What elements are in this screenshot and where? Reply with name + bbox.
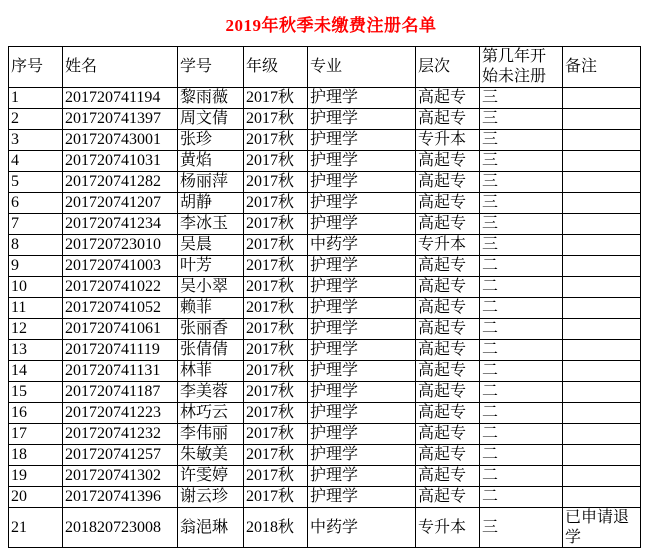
table-cell: 2017秋 xyxy=(244,109,308,130)
table-row xyxy=(9,319,641,340)
table-cell xyxy=(563,172,641,193)
table-cell: 黎雨薇 xyxy=(178,88,244,109)
table-cell: 高起专 xyxy=(416,298,480,319)
table-cell: 201720741052 xyxy=(63,298,178,319)
table-row xyxy=(9,361,641,382)
table-cell: 201720741031 xyxy=(63,151,178,172)
table-row xyxy=(9,235,641,256)
table-cell: 201720741232 xyxy=(63,424,178,445)
table-cell: 高起专 xyxy=(416,151,480,172)
table-cell: 护理学 xyxy=(308,466,416,487)
table-cell: 1 xyxy=(9,88,63,109)
table-cell: 张珍 xyxy=(178,130,244,151)
table-cell: 4 xyxy=(9,151,63,172)
table-cell: 2017秋 xyxy=(244,277,308,298)
table-cell: 二 xyxy=(480,382,563,403)
table-cell: 周文倩 xyxy=(178,109,244,130)
table-cell: 5 xyxy=(9,172,63,193)
table-cell: 二 xyxy=(480,361,563,382)
table-cell: 专升本 xyxy=(416,508,480,548)
table-cell: 高起专 xyxy=(416,340,480,361)
table-cell: 吴晨 xyxy=(178,235,244,256)
table-cell: 二 xyxy=(480,487,563,508)
table-cell: 2017秋 xyxy=(244,130,308,151)
table-cell: 护理学 xyxy=(308,214,416,235)
table-cell: 护理学 xyxy=(308,88,416,109)
table-cell: 张倩倩 xyxy=(178,340,244,361)
table-cell: 2017秋 xyxy=(244,382,308,403)
table-cell xyxy=(563,340,641,361)
table-cell: 护理学 xyxy=(308,361,416,382)
table-row xyxy=(9,214,641,235)
table-cell xyxy=(563,466,641,487)
column-header: 姓名 xyxy=(63,47,178,88)
table-cell: 2 xyxy=(9,109,63,130)
table-cell: 201720741022 xyxy=(63,277,178,298)
table-cell: 16 xyxy=(9,403,63,424)
table-cell: 护理学 xyxy=(308,109,416,130)
table-cell: 201720741187 xyxy=(63,382,178,403)
table-cell: 李冰玉 xyxy=(178,214,244,235)
table-cell: 护理学 xyxy=(308,382,416,403)
table-cell: 201720723010 xyxy=(63,235,178,256)
table-cell: 2017秋 xyxy=(244,214,308,235)
table-cell xyxy=(563,214,641,235)
table-row xyxy=(9,172,641,193)
table-cell: 201720741207 xyxy=(63,193,178,214)
column-header: 备注 xyxy=(563,47,641,88)
table-cell: 12 xyxy=(9,319,63,340)
table-row xyxy=(9,151,641,172)
table-cell: 2017秋 xyxy=(244,466,308,487)
table-cell: 2017秋 xyxy=(244,340,308,361)
table-cell xyxy=(563,298,641,319)
table-row xyxy=(9,256,641,277)
table-cell: 201720741234 xyxy=(63,214,178,235)
column-header: 序号 xyxy=(9,47,63,88)
table-row xyxy=(9,424,641,445)
table-cell: 高起专 xyxy=(416,214,480,235)
table-cell: 高起专 xyxy=(416,445,480,466)
table-cell xyxy=(563,130,641,151)
column-header: 年级 xyxy=(244,47,308,88)
table-cell: 护理学 xyxy=(308,151,416,172)
table-cell: 张丽香 xyxy=(178,319,244,340)
table-cell: 护理学 xyxy=(308,193,416,214)
table-cell: 2017秋 xyxy=(244,151,308,172)
table-cell: 11 xyxy=(9,298,63,319)
table-cell: 201720741282 xyxy=(63,172,178,193)
table-cell: 护理学 xyxy=(308,487,416,508)
table-cell: 二 xyxy=(480,445,563,466)
table-cell: 高起专 xyxy=(416,487,480,508)
table-cell: 三 xyxy=(480,235,563,256)
table-cell: 高起专 xyxy=(416,424,480,445)
table-cell: 17 xyxy=(9,424,63,445)
table-cell: 高起专 xyxy=(416,382,480,403)
table-cell: 高起专 xyxy=(416,361,480,382)
table-cell xyxy=(563,382,641,403)
table-cell: 201720741396 xyxy=(63,487,178,508)
table-row xyxy=(9,508,641,548)
table-cell: 高起专 xyxy=(416,403,480,424)
table-row xyxy=(9,403,641,424)
table-cell xyxy=(563,88,641,109)
table-cell xyxy=(563,445,641,466)
table-row xyxy=(9,109,641,130)
table-cell: 朱敏美 xyxy=(178,445,244,466)
table-cell: 2017秋 xyxy=(244,445,308,466)
column-header: 层次 xyxy=(416,47,480,88)
table-cell: 13 xyxy=(9,340,63,361)
table-cell: 护理学 xyxy=(308,319,416,340)
table-cell: 护理学 xyxy=(308,340,416,361)
table-cell: 李伟丽 xyxy=(178,424,244,445)
table-row xyxy=(9,130,641,151)
table-row xyxy=(9,487,641,508)
table-row xyxy=(9,466,641,487)
table-cell xyxy=(563,193,641,214)
table-cell: 三 xyxy=(480,508,563,548)
table-cell: 赖菲 xyxy=(178,298,244,319)
table-cell: 护理学 xyxy=(308,277,416,298)
table-cell: 林巧云 xyxy=(178,403,244,424)
table-cell: 护理学 xyxy=(308,130,416,151)
table-cell: 2017秋 xyxy=(244,403,308,424)
table-cell: 3 xyxy=(9,130,63,151)
table-cell: 2017秋 xyxy=(244,361,308,382)
table-cell: 二 xyxy=(480,424,563,445)
table-cell xyxy=(563,277,641,298)
table-cell: 2017秋 xyxy=(244,256,308,277)
table-row xyxy=(9,445,641,466)
table-cell: 2017秋 xyxy=(244,172,308,193)
table-cell: 二 xyxy=(480,319,563,340)
table-cell: 201720741194 xyxy=(63,88,178,109)
table-cell: 2017秋 xyxy=(244,424,308,445)
table-cell: 三 xyxy=(480,151,563,172)
table-cell: 2017秋 xyxy=(244,193,308,214)
table-cell: 6 xyxy=(9,193,63,214)
table-cell: 9 xyxy=(9,256,63,277)
column-header: 第几年开始未注册 xyxy=(480,47,563,88)
table-row xyxy=(9,193,641,214)
table-cell: 三 xyxy=(480,214,563,235)
table-cell xyxy=(563,403,641,424)
table-cell: 二 xyxy=(480,340,563,361)
table-cell: 10 xyxy=(9,277,63,298)
header-row xyxy=(9,47,641,88)
table-cell: 专升本 xyxy=(416,235,480,256)
table-cell: 201720741119 xyxy=(63,340,178,361)
table-cell: 2017秋 xyxy=(244,298,308,319)
table-cell xyxy=(563,361,641,382)
table-cell: 中药学 xyxy=(308,235,416,256)
table-cell xyxy=(563,319,641,340)
table-cell: 高起专 xyxy=(416,172,480,193)
unpaid-registration-table xyxy=(8,46,641,548)
table-cell: 高起专 xyxy=(416,319,480,340)
table-cell: 201720741131 xyxy=(63,361,178,382)
table-cell: 21 xyxy=(9,508,63,548)
table-cell: 林菲 xyxy=(178,361,244,382)
table-cell: 8 xyxy=(9,235,63,256)
table-cell: 许雯婷 xyxy=(178,466,244,487)
table-row xyxy=(9,382,641,403)
table-cell: 二 xyxy=(480,403,563,424)
table-cell: 护理学 xyxy=(308,445,416,466)
table-cell: 李美蓉 xyxy=(178,382,244,403)
table-cell: 护理学 xyxy=(308,172,416,193)
table-cell: 2018秋 xyxy=(244,508,308,548)
table-cell: 2017秋 xyxy=(244,88,308,109)
table-cell xyxy=(563,424,641,445)
table-cell: 2017秋 xyxy=(244,487,308,508)
table-cell: 谢云珍 xyxy=(178,487,244,508)
table-row xyxy=(9,277,641,298)
table-cell: 已申请退学 xyxy=(563,508,641,548)
table-cell: 二 xyxy=(480,277,563,298)
table-cell: 20 xyxy=(9,487,63,508)
table-cell: 14 xyxy=(9,361,63,382)
table-cell: 护理学 xyxy=(308,256,416,277)
column-header: 专业 xyxy=(308,47,416,88)
table-body xyxy=(9,88,641,548)
table-cell: 三 xyxy=(480,88,563,109)
table-cell: 201720741061 xyxy=(63,319,178,340)
table-cell: 二 xyxy=(480,466,563,487)
table-cell: 201720741397 xyxy=(63,109,178,130)
table-cell xyxy=(563,151,641,172)
table-cell: 201720743001 xyxy=(63,130,178,151)
table-cell: 黄焰 xyxy=(178,151,244,172)
table-cell xyxy=(563,109,641,130)
table-cell: 201720741302 xyxy=(63,466,178,487)
table-cell: 胡静 xyxy=(178,193,244,214)
table-cell: 三 xyxy=(480,130,563,151)
table-cell: 中药学 xyxy=(308,508,416,548)
table-cell: 高起专 xyxy=(416,88,480,109)
table-cell: 高起专 xyxy=(416,277,480,298)
table-cell: 专升本 xyxy=(416,130,480,151)
table-cell: 吴小翠 xyxy=(178,277,244,298)
table-cell: 护理学 xyxy=(308,298,416,319)
table-cell: 201720741257 xyxy=(63,445,178,466)
table-cell xyxy=(563,235,641,256)
table-cell: 高起专 xyxy=(416,466,480,487)
column-header: 学号 xyxy=(178,47,244,88)
table-cell: 护理学 xyxy=(308,403,416,424)
table-cell: 201820723008 xyxy=(63,508,178,548)
table-cell: 二 xyxy=(480,298,563,319)
table-cell: 201720741223 xyxy=(63,403,178,424)
page-title: 2019年秋季未缴费注册名单 xyxy=(225,16,437,35)
table-cell: 三 xyxy=(480,172,563,193)
table-cell: 三 xyxy=(480,109,563,130)
table-row xyxy=(9,298,641,319)
table-row xyxy=(9,340,641,361)
table-cell: 高起专 xyxy=(416,193,480,214)
table-cell: 高起专 xyxy=(416,256,480,277)
table-cell: 7 xyxy=(9,214,63,235)
table-cell: 2017秋 xyxy=(244,319,308,340)
table-cell xyxy=(563,487,641,508)
table-cell: 19 xyxy=(9,466,63,487)
table-cell: 18 xyxy=(9,445,63,466)
table-row xyxy=(9,88,641,109)
table-cell xyxy=(563,256,641,277)
table-cell: 15 xyxy=(9,382,63,403)
table-cell: 201720741003 xyxy=(63,256,178,277)
table-cell: 高起专 xyxy=(416,109,480,130)
table-cell: 叶芳 xyxy=(178,256,244,277)
table-cell: 三 xyxy=(480,193,563,214)
table-cell: 翁浥琳 xyxy=(178,508,244,548)
table-cell: 二 xyxy=(480,256,563,277)
table-cell: 2017秋 xyxy=(244,235,308,256)
table-cell: 护理学 xyxy=(308,424,416,445)
table-cell: 杨丽萍 xyxy=(178,172,244,193)
